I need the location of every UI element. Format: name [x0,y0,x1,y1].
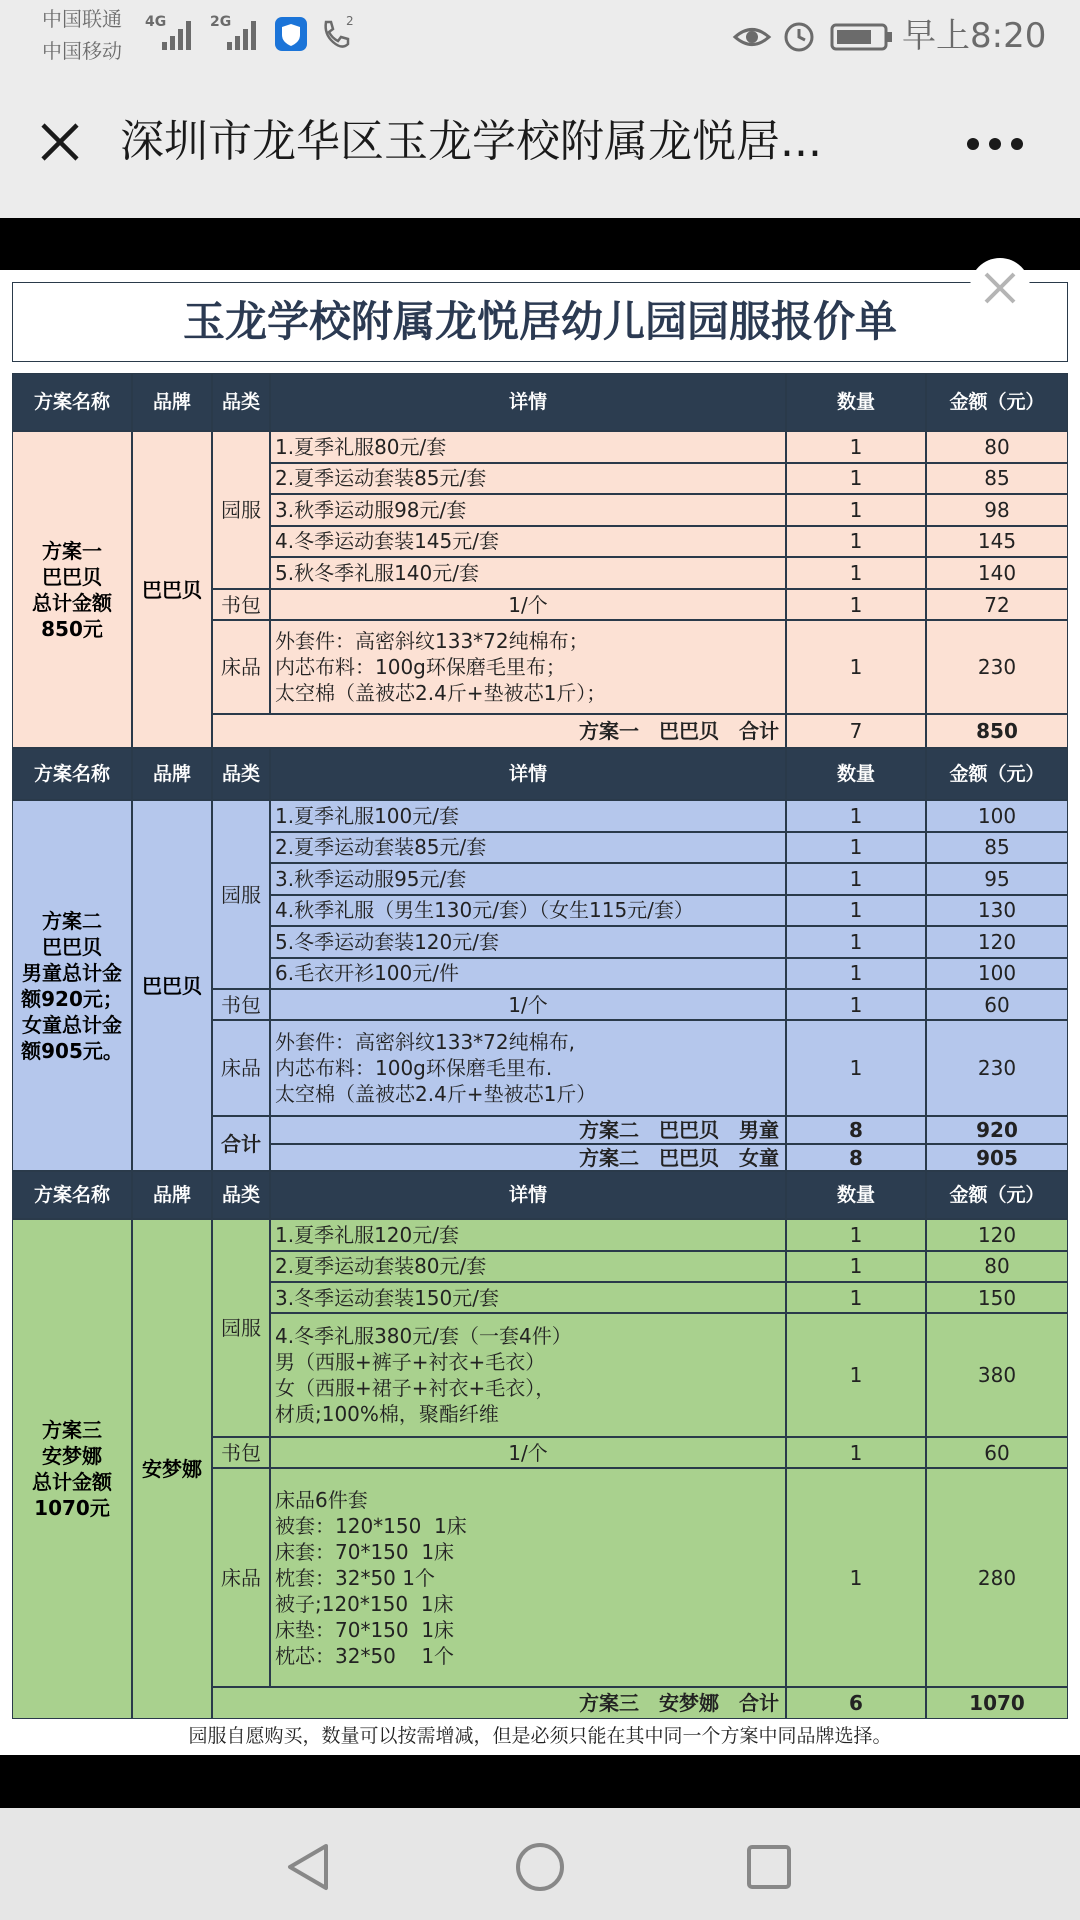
plan1-qty: 1 [786,431,926,463]
header-cell: 品类 [212,1171,270,1219]
plan3-name: 方案三 安梦娜 总计金额 1070元 [12,1219,132,1719]
plan2-amount: 100 [926,800,1068,832]
plan3-total-label: 方案三 安梦娜 合计 [212,1687,786,1719]
plan2-total-boy-qty: 8 [786,1116,926,1144]
plan3-amount: 380 [926,1313,1068,1437]
home-circle-icon[interactable] [515,1842,565,1892]
plan2-category: 园服 [212,800,270,989]
plan2-category: 合计 [212,1116,270,1171]
plan1-total-amount: 850 [926,714,1068,748]
plan2-total-girl-label: 方案二 巴巴贝 女童 [270,1144,786,1171]
plan3-detail: 1.夏季礼服120元/套 [270,1219,786,1251]
plan3-detail: 4.冬季礼服380元/套（一套4件） 男（西服+裤子+衬衣+毛衣） 女（西服+裙子+衬衣+毛衣）， 材质;100%棉，聚酯纤维 [270,1313,786,1437]
plan3-category: 书包 [212,1437,270,1468]
plan2-total-boy-amount: 920 [926,1116,1068,1144]
plan2-detail: 4.秋季礼服（男生130元/套）（女生115元/套） [270,895,786,927]
plan2-amount: 100 [926,958,1068,990]
plan2-qty: 1 [786,863,926,895]
plan3-amount: 150 [926,1282,1068,1313]
header-cell: 品类 [212,373,270,431]
plan2-detail: 1.夏季礼服100元/套 [270,800,786,832]
header-cell: 品类 [212,748,270,800]
plan1-total-label: 方案一 巴巴贝 合计 [212,714,786,748]
alarm-icon [781,18,817,54]
plan1-brand: 巴巴贝 [132,431,212,748]
plan1-detail: 4.冬季运动套装145元/套 [270,526,786,558]
plan2-total-girl-amount: 905 [926,1144,1068,1171]
plan3-category: 床品 [212,1468,270,1687]
plan2-qty: 1 [786,895,926,927]
plan3-qty: 1 [786,1219,926,1251]
plan3-qty: 1 [786,1468,926,1687]
plan1-qty: 1 [786,620,926,714]
plan3-amount: 280 [926,1468,1068,1687]
network-type-2: 2G [210,14,232,30]
plan3-amount: 80 [926,1251,1068,1283]
plan3-amount: 120 [926,1219,1068,1251]
plan3-qty: 1 [786,1282,926,1313]
header-cell: 品牌 [132,748,212,800]
plan1-amount: 145 [926,526,1068,558]
plan1-amount: 98 [926,494,1068,526]
shield-icon [274,16,308,52]
plan2-detail: 外套件：高密斜纹133*72纯棉布, 内芯布料：100g环保磨毛里布. 太空棉（盖被芯2.4斤+垫被芯1斤） [270,1020,786,1116]
plan1-qty: 1 [786,526,926,558]
plan1-total-qty: 7 [786,714,926,748]
header-cell: 品牌 [132,373,212,431]
plan2-detail: 1/个 [270,989,786,1020]
plan1-amount: 140 [926,557,1068,589]
plan1-detail: 1.夏季礼服80元/套 [270,431,786,463]
plan3-detail: 床品6件套 被套：120*150 1床 床套：70*150 1床 枕套：32*50 1个 被子;120*150 1床 床垫：70*150 1床 枕芯：32*50 1个 [270,1468,786,1687]
plan2-category: 床品 [212,1020,270,1116]
plan2-amount: 60 [926,989,1068,1020]
carrier-2: 中国移动 [42,39,122,63]
plan2-amount: 85 [926,832,1068,864]
plan2-detail: 2.夏季运动套装85元/套 [270,832,786,864]
plan2-amount: 120 [926,926,1068,958]
plan2-total-girl-qty: 8 [786,1144,926,1171]
plan1-detail: 5.秋冬季礼服140元/套 [270,557,786,589]
plan2-total-boy-label: 方案二 巴巴贝 男童 [270,1116,786,1144]
plan2-detail: 5.冬季运动套装120元/套 [270,926,786,958]
header-cell: 品牌 [132,1171,212,1219]
header-cell: 详情 [270,748,786,800]
plan1-qty: 1 [786,494,926,526]
header-cell: 金额（元） [926,1171,1068,1219]
plan1-detail: 3.秋季运动服98元/套 [270,494,786,526]
plan3-detail: 3.冬季运动套装150元/套 [270,1282,786,1313]
plan1-amount: 72 [926,589,1068,620]
sheet-title: 玉龙学校附属龙悦居幼儿园园服报价单 [12,282,1068,362]
plan1-detail: 1/个 [270,589,786,620]
network-type-1: 4G [145,14,167,30]
plan1-category: 床品 [212,620,270,714]
carrier-1: 中国联通 [42,7,122,31]
signal-icon-2 [225,18,263,52]
plan2-qty: 1 [786,800,926,832]
image-letterbox-top [0,218,1080,270]
header-cell: 详情 [270,373,786,431]
plan2-amount: 230 [926,1020,1068,1116]
plan1-amount: 230 [926,620,1068,714]
sheet-close-icon[interactable] [970,258,1030,318]
clock: 早上8:20 [902,16,1047,56]
plan1-name: 方案一 巴巴贝 总计金额 850元 [12,431,132,748]
plan2-qty: 1 [786,989,926,1020]
header-cell: 方案名称 [12,748,132,800]
header-cell: 金额（元） [926,748,1068,800]
plan1-category: 书包 [212,589,270,620]
plan3-qty: 1 [786,1437,926,1468]
image-letterbox-bottom [0,1755,1080,1808]
plan2-qty: 1 [786,926,926,958]
plan1-detail: 外套件：高密斜纹133*72纯棉布； 内芯布料：100g环保磨毛里布； 太空棉（盖被芯2.4斤+垫被芯1斤）； [270,620,786,714]
header-cell: 金额（元） [926,373,1068,431]
plan3-total-qty: 6 [786,1687,926,1719]
call-badge: 2 [346,14,354,28]
signal-icon [160,18,198,52]
plan3-brand: 安梦娜 [132,1219,212,1719]
footnote: 园服自愿购买，数量可以按需增减，但是必须只能在其中同一个方案中同品牌选择。 [188,1724,892,1747]
back-triangle-icon[interactable] [284,1842,332,1892]
header-cell: 详情 [270,1171,786,1219]
plan1-qty: 1 [786,589,926,620]
plan2-category: 书包 [212,989,270,1020]
header-cell: 方案名称 [12,373,132,431]
plan1-qty: 1 [786,463,926,495]
header-cell: 数量 [786,748,926,800]
top-bar [0,72,1080,218]
plan1-amount: 80 [926,431,1068,463]
plan2-qty: 1 [786,958,926,990]
plan3-detail: 2.夏季运动套装80元/套 [270,1251,786,1283]
plan2-detail: 6.毛衣开衫100元/件 [270,958,786,990]
close-icon[interactable] [38,120,82,164]
plan2-detail: 3.秋季运动服95元/套 [270,863,786,895]
more-icon[interactable] [965,136,1025,152]
plan1-amount: 85 [926,463,1068,495]
eye-icon [732,20,772,54]
plan2-qty: 1 [786,832,926,864]
header-cell: 方案名称 [12,1171,132,1219]
battery-icon [830,22,894,52]
plan3-qty: 1 [786,1313,926,1437]
plan3-total-amount: 1070 [926,1687,1068,1719]
plan3-qty: 1 [786,1251,926,1283]
plan1-qty: 1 [786,557,926,589]
plan1-category: 园服 [212,431,270,589]
header-cell: 数量 [786,373,926,431]
recents-square-icon[interactable] [746,1844,792,1890]
plan3-detail: 1/个 [270,1437,786,1468]
plan3-amount: 60 [926,1437,1068,1468]
status-bar [0,0,1080,72]
plan2-qty: 1 [786,1020,926,1116]
header-cell: 数量 [786,1171,926,1219]
plan1-detail: 2.夏季运动套装85元/套 [270,463,786,495]
price-sheet-image [0,270,1080,1755]
plan2-name: 方案二 巴巴贝 男童总计金 额920元； 女童总计金 额905元。 [12,800,132,1171]
plan2-brand: 巴巴贝 [132,800,212,1171]
plan2-amount: 130 [926,895,1068,927]
page-title: 深圳市龙华区玉龙学校附属龙悦居... [120,116,822,167]
plan3-category: 园服 [212,1219,270,1437]
plan2-amount: 95 [926,863,1068,895]
navigation-bar [0,1808,1080,1920]
